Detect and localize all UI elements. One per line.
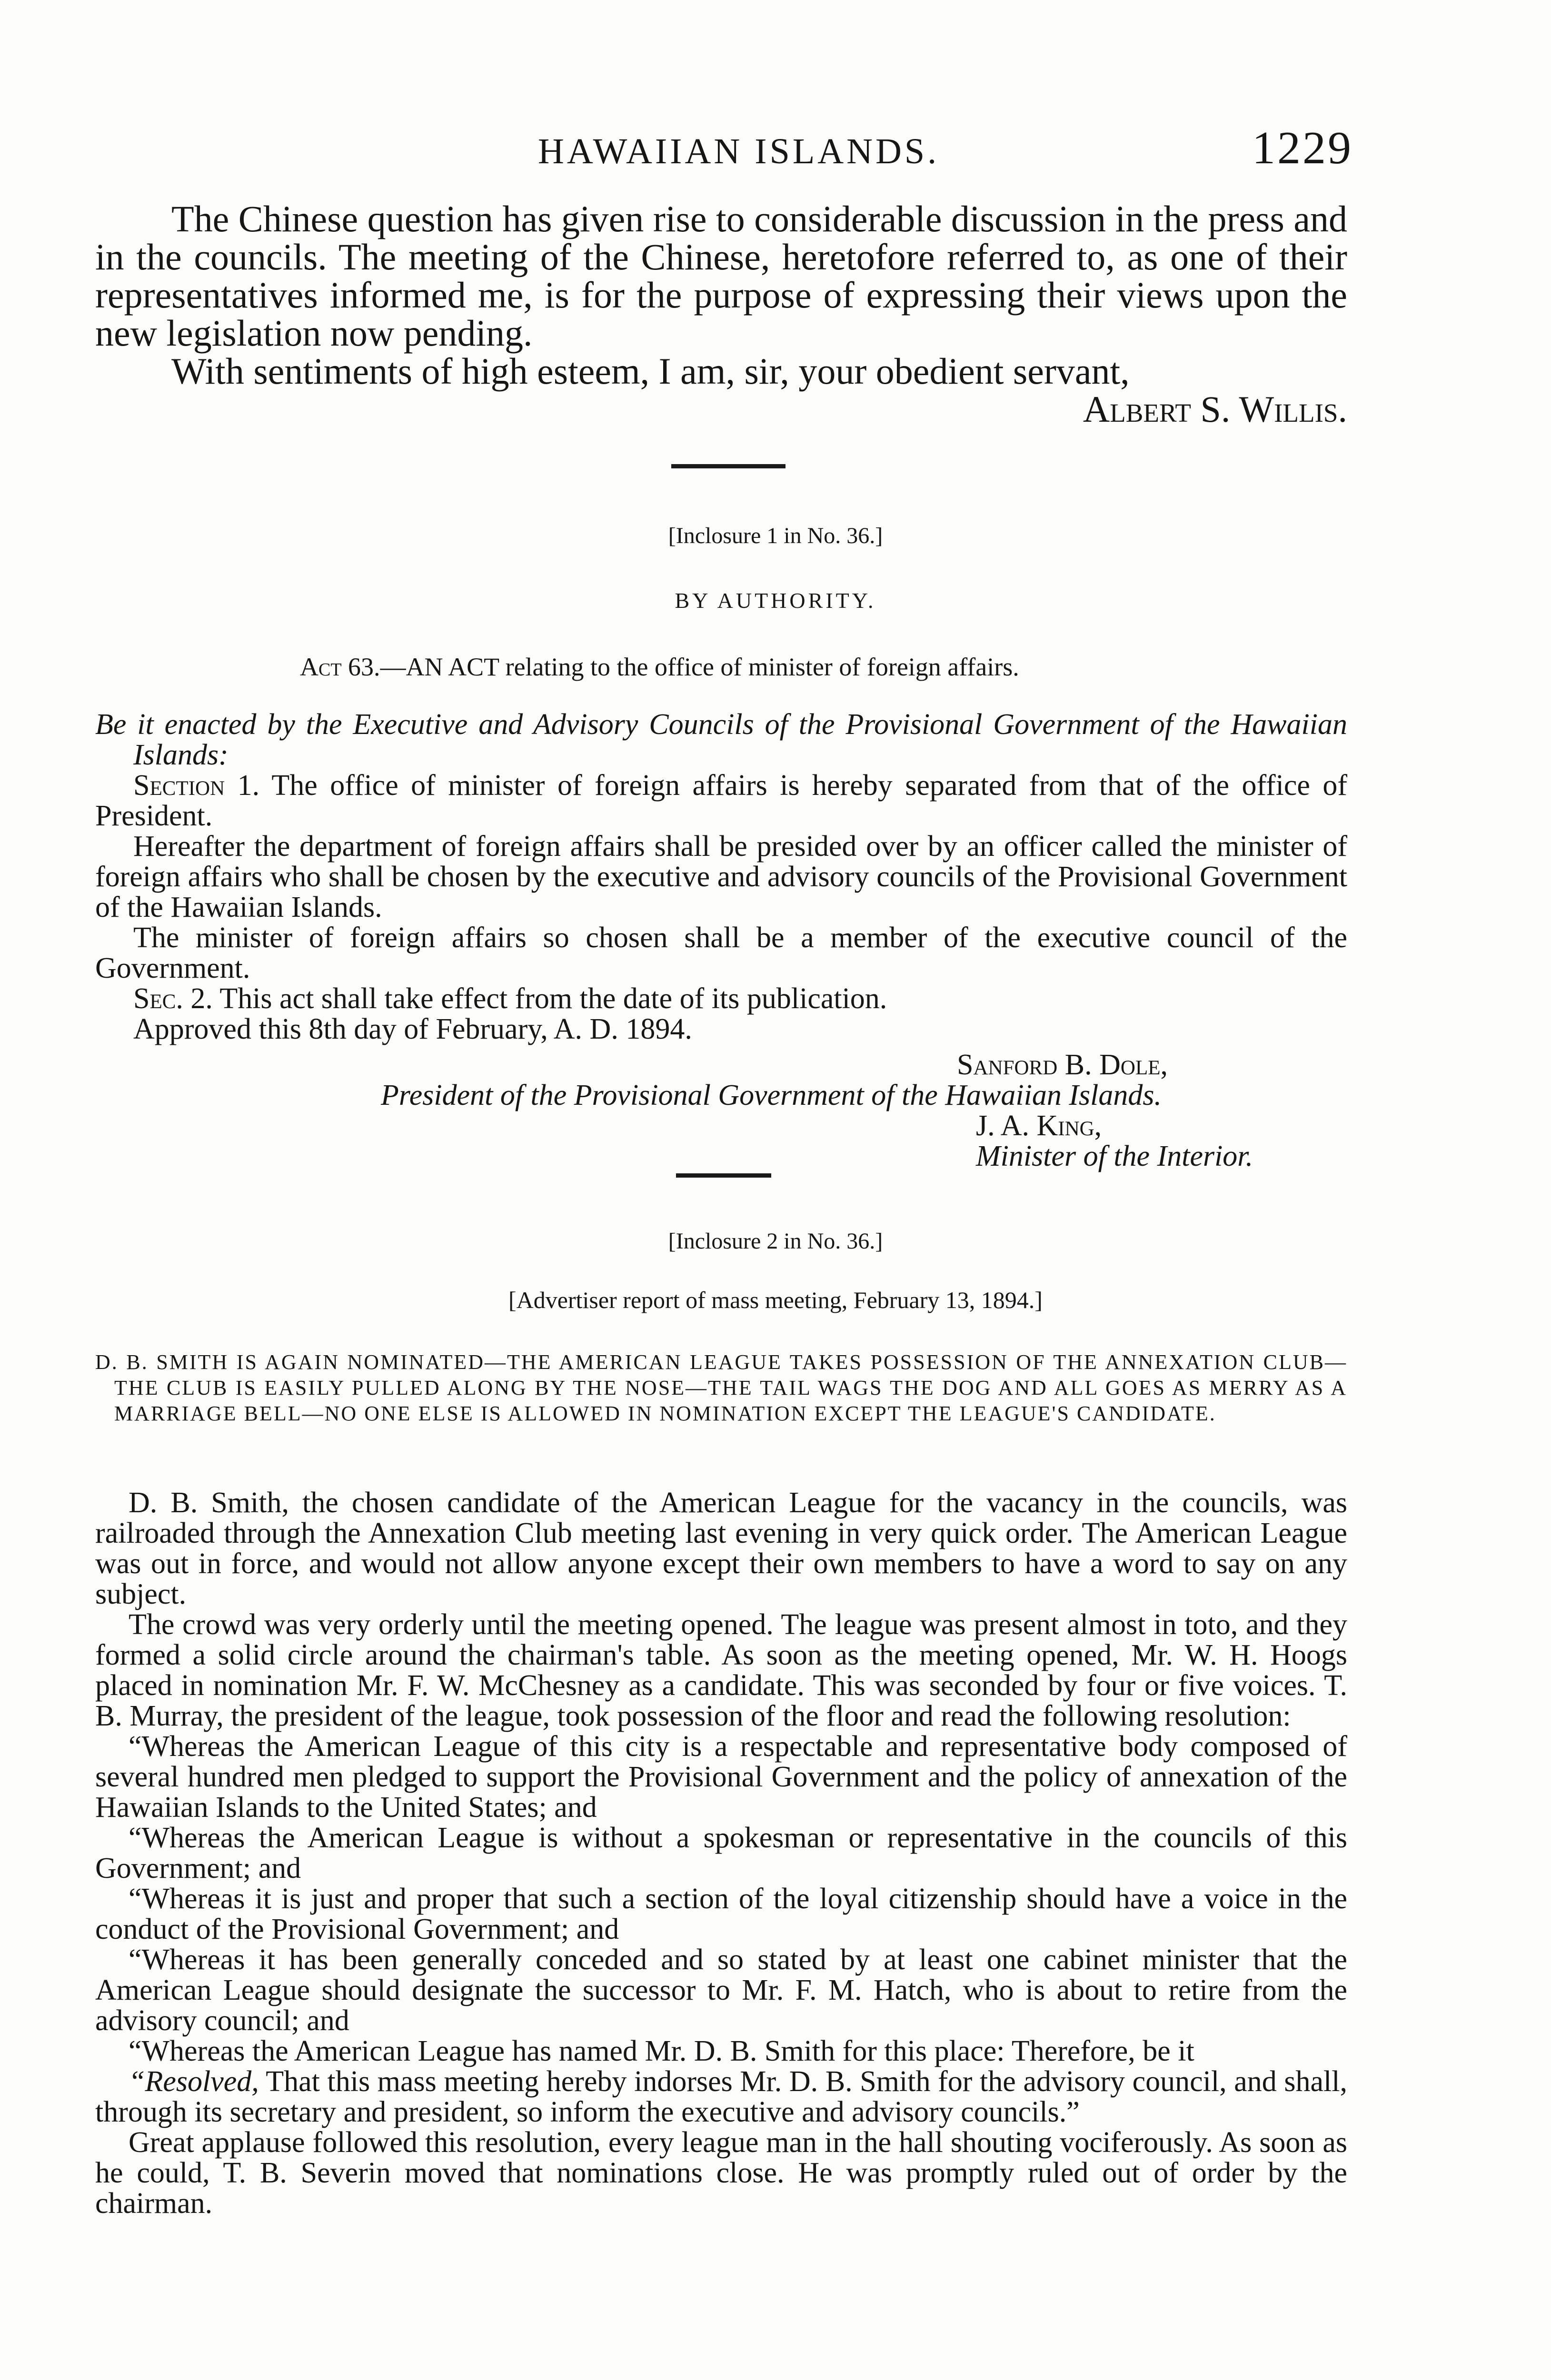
report-paragraph-1: D. B. Smith, the chosen candidate of the American League for the vacancy in the councils, was railroaded through the Annexation Club meeting last evening in very quick order. The American League was out in force, and would not allow anyone except their own members to have a word to say on any subject. — [95, 1487, 1347, 1610]
letter-signature: Albert S. Willis. — [1083, 388, 1347, 430]
letter-closing: With sentiments of high esteem, I am, sir, your obedient servant, — [171, 350, 1130, 392]
mass-meeting-report — [95, 1488, 1347, 2219]
act-title — [300, 652, 1019, 682]
section-1-label: Section 1. — [133, 769, 260, 802]
resolved-label: “Resolved, — [129, 2065, 259, 2098]
act-body — [95, 709, 1347, 1044]
report-paragraph-final: Great applause followed this resolution, every league man in the hall shouting vociferously. As soon as he could, T. B. Severin moved that nominations close. He was promptly ruled out of order by the chairman. — [95, 2126, 1347, 2220]
letter-paragraph: The Chinese question has given rise to considerable discussion in the press and in the councils. The meeting of the Chinese, heretofore referred to, as one of their representatives informed me, is for the purpose of expressing their views upon the new legislation now pending. — [95, 198, 1347, 354]
act-number: Act 63. — [300, 653, 380, 681]
letter-conclusion — [95, 200, 1347, 428]
resolution-whereas-2: “Whereas the American League is without a spokesman or representative in the councils of this Government; and — [95, 1822, 1347, 1884]
resolution-resolved — [95, 2066, 1347, 2127]
act-paragraph-2: Hereafter the department of foreign affairs shall be presided over by an officer called the minister of foreign affairs who shall be chosen by the executive and advisory councils of the Provisional Government of the Hawaiian Islands. — [95, 830, 1347, 923]
page-header — [0, 121, 1551, 178]
signer-1-title: President of the Provisional Government of the Hawaiian Islands. — [381, 1079, 1162, 1111]
inclosure-1-label: [Inclosure 1 in No. 36.] — [668, 523, 883, 548]
resolution-whereas-4: “Whereas it has been generally conceded and so stated by at least one cabinet minister that the American League should designate the successor to Mr. F. M. Hatch, who is about to retire from the advisory council; and — [95, 1944, 1347, 2037]
resolution-whereas-1: “Whereas the American League of this city is a respectable and representative body composed of several hundred men pledged to support the Provisional Government and the policy of annexation of the Hawaiian Islands to the United States; and — [95, 1730, 1347, 1824]
section-divider — [671, 464, 785, 468]
signer-2-name: J. A. King, — [976, 1110, 1102, 1142]
resolved-text: That this mass meeting hereby indorses Mr. D. B. Smith for the advisory council, and shall, through its secretary and president, so inform the executive and advisory councils.” — [95, 2065, 1347, 2128]
signer-2-title: Minister of the Interior. — [976, 1140, 1253, 1172]
act-section-2 — [95, 983, 1347, 1014]
resolution-whereas-3: “Whereas it is just and proper that such a section of the loyal citizenship should have a voice in the conduct of the Provisional Government; and — [95, 1883, 1347, 1945]
running-head: HAWAIIAN ISLANDS. — [538, 131, 940, 171]
act-paragraph-3: The minister of foreign affairs so chosen shall be a member of the executive council of the Government. — [95, 922, 1347, 984]
by-authority-heading: BY AUTHORITY. — [675, 588, 876, 613]
act-section-1 — [95, 770, 1347, 831]
section-1-text: The office of minister of foreign affairs is hereby separated from that of the office of President. — [95, 769, 1348, 832]
headline-text: D. B. SMITH IS AGAIN NOMINATED—THE AMERICAN LEAGUE TAKES POSSESSION OF THE ANNEXATION CLUB—THE CLUB IS EASILY PULLED ALONG BY THE NOSE—THE TAIL WAGS THE DOG AND ALL GOES AS MERRY AS A MARRIAGE BELL—NO ONE ELSE IS ALLOWED IN NOMINATION EXCEPT THE LEAGUE'S CANDIDATE. — [95, 1350, 1347, 1425]
report-paragraph-2: The crowd was very orderly until the meeting opened. The league was present almost in toto, and they formed a solid circle around the chairman's table. As soon as the meeting opened, Mr. W. H. Hoogs placed in nomination Mr. F. W. McChesney as a candidate. This was seconded by four or five voices. T. B. Murray, the president of the league, took possession of the floor and read the following resolution: — [95, 1608, 1347, 1732]
advertiser-source-note: [Advertiser report of mass meeting, February 13, 1894.] — [508, 1287, 1043, 1313]
section-divider-2 — [676, 1173, 771, 1178]
signer-1-name: Sanford B. Dole, — [957, 1049, 1168, 1081]
act-title-text: —AN ACT relating to the office of minister of foreign affairs. — [380, 653, 1019, 681]
section-2-text: This act shall take effect from the date of its publication. — [212, 982, 887, 1015]
report-headline — [95, 1349, 1347, 1427]
section-2-label: Sec. 2. — [133, 982, 213, 1015]
page-number: 1229 — [1252, 122, 1353, 174]
enacting-clause: Be it enacted by the Executive and Advisory Councils of the Provisional Government of the Hawaiian Islands: — [95, 708, 1347, 771]
inclosure-2-label: [Inclosure 2 in No. 36.] — [668, 1229, 883, 1254]
resolution-whereas-5: “Whereas the American League has named Mr. D. B. Smith for this place: Therefore, be it — [129, 2035, 1194, 2067]
act-approval: Approved this 8th day of February, A. D. 1894. — [133, 1013, 692, 1045]
